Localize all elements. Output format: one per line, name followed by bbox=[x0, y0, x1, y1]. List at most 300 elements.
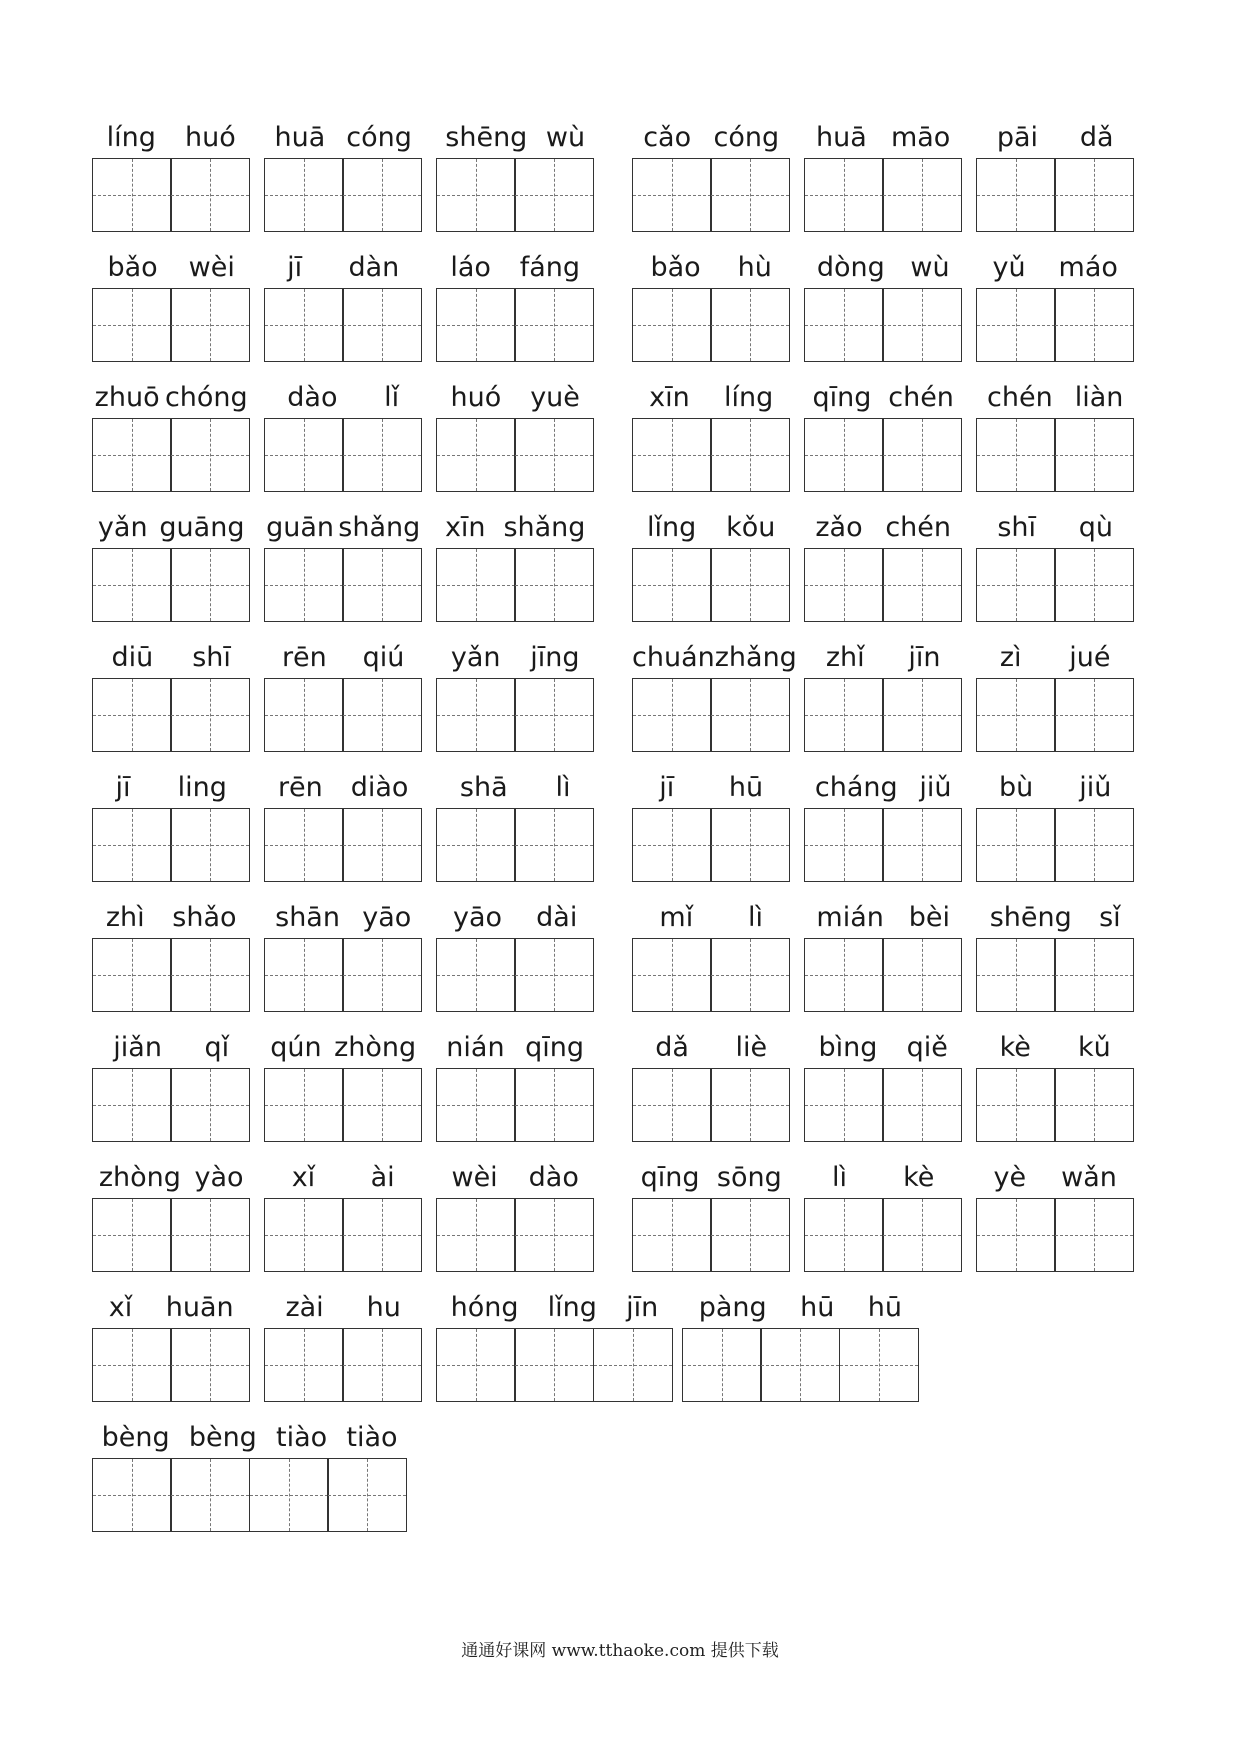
tian-grid-cell[interactable] bbox=[514, 418, 594, 492]
word-item bbox=[976, 378, 1134, 492]
pinyin-syllable: bèng bbox=[188, 1422, 257, 1453]
grid-guide-horizontal bbox=[515, 325, 593, 326]
tian-grid-cell[interactable] bbox=[976, 158, 1056, 232]
tian-grid-cell[interactable] bbox=[710, 158, 790, 232]
pinyin-syllable: liè bbox=[735, 1032, 768, 1063]
tian-grid-cell[interactable] bbox=[514, 158, 594, 232]
tian-grid-cell[interactable] bbox=[710, 548, 790, 622]
writing-boxes bbox=[92, 548, 250, 622]
tian-grid-cell[interactable] bbox=[92, 1458, 172, 1532]
tian-grid-cell[interactable] bbox=[760, 1328, 840, 1402]
tian-grid-cell[interactable] bbox=[632, 288, 712, 362]
pinyin-label bbox=[264, 898, 422, 938]
tian-grid-cell[interactable] bbox=[839, 1328, 919, 1402]
writing-boxes bbox=[804, 1198, 962, 1272]
pinyin-label bbox=[632, 638, 797, 678]
pinyin-syllable: dǎ bbox=[655, 1032, 689, 1063]
pinyin-label bbox=[92, 118, 250, 158]
tian-grid-cell[interactable] bbox=[170, 1328, 250, 1402]
tian-grid-cell[interactable] bbox=[1054, 938, 1134, 1012]
pinyin-syllable: zhuō bbox=[94, 382, 160, 413]
tian-grid-cell[interactable] bbox=[92, 938, 172, 1012]
pinyin-syllable: yāo bbox=[453, 902, 503, 933]
tian-grid-cell[interactable] bbox=[976, 1198, 1056, 1272]
word-item bbox=[92, 118, 250, 232]
word-item bbox=[264, 638, 422, 752]
grid-guide-horizontal bbox=[437, 455, 515, 456]
tian-grid-cell[interactable] bbox=[1054, 158, 1134, 232]
pinyin-syllable: xǐ bbox=[291, 1162, 316, 1193]
tian-grid-cell[interactable] bbox=[436, 1328, 516, 1402]
grid-guide-horizontal bbox=[515, 455, 593, 456]
grid-guide-horizontal bbox=[93, 975, 171, 976]
tian-grid-cell[interactable] bbox=[632, 158, 712, 232]
pinyin-syllable: pāi bbox=[996, 122, 1039, 153]
pinyin-label bbox=[976, 1158, 1134, 1198]
tian-grid-cell[interactable] bbox=[976, 938, 1056, 1012]
tian-grid-cell[interactable] bbox=[1054, 288, 1134, 362]
pinyin-syllable: hū bbox=[728, 772, 764, 803]
grid-guide-horizontal bbox=[343, 455, 421, 456]
pinyin-syllable: qún bbox=[270, 1032, 322, 1063]
tian-grid-cell[interactable] bbox=[170, 808, 250, 882]
grid-guide-horizontal bbox=[265, 585, 343, 586]
grid-guide-horizontal bbox=[883, 845, 961, 846]
pinyin-label bbox=[264, 118, 422, 158]
pinyin-syllable: shēng bbox=[989, 902, 1072, 933]
grid-guide-horizontal bbox=[711, 975, 789, 976]
tian-grid-cell[interactable] bbox=[976, 808, 1056, 882]
tian-grid-cell[interactable] bbox=[342, 938, 422, 1012]
tian-grid-cell[interactable] bbox=[710, 418, 790, 492]
pinyin-label bbox=[976, 508, 1134, 548]
word-item bbox=[264, 378, 422, 492]
writing-boxes bbox=[264, 1198, 422, 1272]
tian-grid-cell[interactable] bbox=[976, 548, 1056, 622]
tian-grid-cell[interactable] bbox=[342, 288, 422, 362]
grid-guide-horizontal bbox=[805, 975, 883, 976]
grid-guide-horizontal bbox=[93, 1495, 171, 1496]
tian-grid-cell[interactable] bbox=[170, 678, 250, 752]
tian-grid-cell[interactable] bbox=[682, 1328, 762, 1402]
grid-guide-horizontal bbox=[977, 585, 1055, 586]
grid-guide-horizontal bbox=[977, 845, 1055, 846]
tian-grid-cell[interactable] bbox=[882, 158, 962, 232]
tian-grid-cell[interactable] bbox=[436, 548, 516, 622]
pinyin-syllable: lì bbox=[832, 1162, 848, 1193]
pinyin-label bbox=[436, 1288, 673, 1328]
writing-boxes bbox=[436, 158, 594, 232]
word-item bbox=[632, 378, 790, 492]
pinyin-syllable: láo bbox=[450, 252, 491, 283]
writing-boxes bbox=[92, 1328, 250, 1402]
tian-grid-cell[interactable] bbox=[170, 1458, 250, 1532]
pinyin-label bbox=[436, 1158, 594, 1198]
tian-grid-cell[interactable] bbox=[264, 1068, 344, 1142]
pinyin-label bbox=[92, 1158, 250, 1198]
tian-grid-cell[interactable] bbox=[436, 158, 516, 232]
word-item bbox=[804, 1158, 962, 1272]
pinyin-syllable: líng bbox=[723, 382, 774, 413]
pinyin-label bbox=[264, 1158, 422, 1198]
word-item bbox=[632, 1028, 790, 1142]
tian-grid-cell[interactable] bbox=[342, 1328, 422, 1402]
pinyin-syllable: yǎn bbox=[450, 642, 501, 673]
word-item bbox=[264, 898, 422, 1012]
tian-grid-cell[interactable] bbox=[882, 1198, 962, 1272]
tian-grid-cell[interactable] bbox=[436, 678, 516, 752]
grid-guide-horizontal bbox=[633, 195, 711, 196]
pinyin-label bbox=[804, 248, 962, 288]
tian-grid-cell[interactable] bbox=[976, 678, 1056, 752]
pinyin-syllable: wù bbox=[545, 122, 586, 153]
writing-boxes bbox=[632, 808, 790, 882]
tian-grid-cell[interactable] bbox=[804, 158, 884, 232]
grid-guide-horizontal bbox=[171, 455, 249, 456]
grid-guide-horizontal bbox=[93, 1365, 171, 1366]
writing-boxes bbox=[436, 1198, 594, 1272]
word-item bbox=[976, 248, 1134, 362]
tian-grid-cell[interactable] bbox=[264, 158, 344, 232]
grid-guide-horizontal bbox=[343, 845, 421, 846]
pinyin-syllable: diū bbox=[111, 642, 154, 673]
pinyin-syllable: zhòng bbox=[98, 1162, 181, 1193]
pinyin-syllable: dàn bbox=[348, 252, 400, 283]
tian-grid-cell[interactable] bbox=[804, 678, 884, 752]
word-item bbox=[92, 638, 250, 752]
tian-grid-cell[interactable] bbox=[264, 418, 344, 492]
pinyin-label bbox=[804, 1158, 962, 1198]
tian-grid-cell[interactable] bbox=[710, 678, 790, 752]
pinyin-syllable: zì bbox=[999, 642, 1022, 673]
pinyin-syllable: dòng bbox=[816, 252, 885, 283]
grid-guide-horizontal bbox=[437, 1235, 515, 1236]
tian-grid-cell[interactable] bbox=[632, 678, 712, 752]
pinyin-label bbox=[632, 1158, 790, 1198]
grid-guide-horizontal bbox=[805, 1105, 883, 1106]
writing-boxes bbox=[436, 288, 594, 362]
pinyin-syllable: shī bbox=[192, 642, 231, 673]
tian-grid-cell[interactable] bbox=[514, 288, 594, 362]
pinyin-syllable: wèi bbox=[188, 252, 235, 283]
pinyin-syllable: xīn bbox=[444, 512, 486, 543]
tian-grid-cell[interactable] bbox=[514, 1198, 594, 1272]
grid-guide-horizontal bbox=[265, 1365, 343, 1366]
tian-grid-cell[interactable] bbox=[170, 288, 250, 362]
tian-grid-cell[interactable] bbox=[1054, 678, 1134, 752]
tian-grid-cell[interactable] bbox=[632, 548, 712, 622]
tian-grid-cell[interactable] bbox=[804, 808, 884, 882]
tian-grid-cell[interactable] bbox=[804, 938, 884, 1012]
pinyin-syllable: xǐ bbox=[108, 1292, 133, 1323]
tian-grid-cell[interactable] bbox=[92, 678, 172, 752]
tian-grid-cell[interactable] bbox=[264, 938, 344, 1012]
pinyin-syllable: sǐ bbox=[1099, 902, 1121, 933]
grid-guide-horizontal bbox=[1055, 975, 1133, 976]
grid-guide-horizontal bbox=[633, 585, 711, 586]
tian-grid-cell[interactable] bbox=[882, 808, 962, 882]
tian-grid-cell[interactable] bbox=[436, 288, 516, 362]
tian-grid-cell[interactable] bbox=[593, 1328, 673, 1402]
pinyin-label bbox=[804, 508, 962, 548]
tian-grid-cell[interactable] bbox=[170, 1068, 250, 1142]
pinyin-syllable: cóng bbox=[346, 122, 412, 153]
writing-boxes bbox=[632, 158, 790, 232]
footer-credit: 通通好课网 www.tthaoke.com 提供下载 bbox=[461, 1641, 779, 1661]
tian-grid-cell[interactable] bbox=[92, 1328, 172, 1402]
grid-guide-horizontal bbox=[805, 845, 883, 846]
pinyin-syllable: qīng bbox=[525, 1032, 585, 1063]
tian-grid-cell[interactable] bbox=[514, 1328, 594, 1402]
grid-guide-horizontal bbox=[250, 1495, 328, 1496]
word-item bbox=[632, 118, 790, 232]
pinyin-syllable: yǎn bbox=[97, 512, 148, 543]
pinyin-syllable: hū bbox=[800, 1292, 835, 1323]
word-item bbox=[804, 1028, 962, 1142]
pinyin-syllable: jī bbox=[115, 772, 131, 803]
pinyin-syllable: kǒu bbox=[726, 512, 776, 543]
tian-grid-cell[interactable] bbox=[632, 1068, 712, 1142]
tian-grid-cell[interactable] bbox=[1054, 808, 1134, 882]
pinyin-label bbox=[436, 638, 594, 678]
tian-grid-cell[interactable] bbox=[804, 1198, 884, 1272]
word-item bbox=[804, 378, 962, 492]
pinyin-syllable: jī bbox=[287, 252, 303, 283]
pinyin-syllable: nián bbox=[446, 1032, 505, 1063]
pinyin-syllable: yuè bbox=[530, 382, 580, 413]
pinyin-label bbox=[632, 118, 790, 158]
pinyin-syllable: hóng bbox=[450, 1292, 519, 1323]
tian-grid-cell[interactable] bbox=[342, 418, 422, 492]
word-item bbox=[804, 248, 962, 362]
tian-grid-cell[interactable] bbox=[514, 1068, 594, 1142]
tian-grid-cell[interactable] bbox=[342, 808, 422, 882]
writing-boxes bbox=[92, 288, 250, 362]
grid-guide-horizontal bbox=[711, 455, 789, 456]
tian-grid-cell[interactable] bbox=[882, 1068, 962, 1142]
tian-grid-cell[interactable] bbox=[710, 938, 790, 1012]
tian-grid-cell[interactable] bbox=[342, 1068, 422, 1142]
tian-grid-cell[interactable] bbox=[92, 548, 172, 622]
pinyin-syllable: māo bbox=[890, 122, 951, 153]
grid-guide-horizontal bbox=[977, 715, 1055, 716]
tian-grid-cell[interactable] bbox=[342, 678, 422, 752]
tian-grid-cell[interactable] bbox=[632, 808, 712, 882]
pinyin-syllable: shǎng bbox=[503, 512, 586, 543]
tian-grid-cell[interactable] bbox=[514, 548, 594, 622]
tian-grid-cell[interactable] bbox=[976, 418, 1056, 492]
grid-guide-horizontal bbox=[343, 1235, 421, 1236]
tian-grid-cell[interactable] bbox=[632, 938, 712, 1012]
pinyin-syllable: qiú bbox=[362, 642, 405, 673]
tian-grid-cell[interactable] bbox=[436, 1068, 516, 1142]
grid-guide-horizontal bbox=[711, 325, 789, 326]
writing-boxes bbox=[92, 1198, 250, 1272]
pinyin-syllable: qù bbox=[1078, 512, 1114, 543]
tian-grid-cell[interactable] bbox=[264, 808, 344, 882]
pinyin-syllable: chuán bbox=[632, 642, 715, 673]
tian-grid-cell[interactable] bbox=[976, 288, 1056, 362]
pinyin-label bbox=[264, 378, 422, 418]
pinyin-syllable: dào bbox=[287, 382, 338, 413]
pinyin-syllable: ài bbox=[370, 1162, 395, 1193]
word-item bbox=[976, 1028, 1134, 1142]
word-item bbox=[92, 1288, 250, 1402]
tian-grid-cell[interactable] bbox=[264, 678, 344, 752]
tian-grid-cell[interactable] bbox=[882, 548, 962, 622]
grid-guide-horizontal bbox=[711, 585, 789, 586]
tian-grid-cell[interactable] bbox=[264, 288, 344, 362]
tian-grid-cell[interactable] bbox=[342, 548, 422, 622]
writing-boxes bbox=[436, 808, 594, 882]
pinyin-label bbox=[264, 1288, 422, 1328]
pinyin-label bbox=[804, 1028, 962, 1068]
tian-grid-cell[interactable] bbox=[882, 938, 962, 1012]
writing-boxes bbox=[976, 158, 1134, 232]
tian-grid-cell[interactable] bbox=[514, 938, 594, 1012]
grid-guide-horizontal bbox=[633, 325, 711, 326]
word-item bbox=[682, 1288, 919, 1402]
tian-grid-cell[interactable] bbox=[436, 1198, 516, 1272]
tian-grid-cell[interactable] bbox=[1054, 1198, 1134, 1272]
tian-grid-cell[interactable] bbox=[804, 1068, 884, 1142]
tian-grid-cell[interactable] bbox=[514, 678, 594, 752]
word-item bbox=[804, 768, 962, 882]
tian-grid-cell[interactable] bbox=[514, 808, 594, 882]
tian-grid-cell[interactable] bbox=[92, 1198, 172, 1272]
tian-grid-cell[interactable] bbox=[264, 1328, 344, 1402]
writing-boxes bbox=[976, 808, 1134, 882]
tian-grid-cell[interactable] bbox=[804, 548, 884, 622]
writing-boxes bbox=[92, 158, 250, 232]
grid-guide-horizontal bbox=[437, 195, 515, 196]
tian-grid-cell[interactable] bbox=[882, 678, 962, 752]
tian-grid-cell[interactable] bbox=[170, 418, 250, 492]
writing-boxes bbox=[264, 158, 422, 232]
pinyin-syllable: kè bbox=[999, 1032, 1031, 1063]
tian-grid-cell[interactable] bbox=[342, 158, 422, 232]
grid-guide-horizontal bbox=[437, 715, 515, 716]
pinyin-syllable: bù bbox=[999, 772, 1034, 803]
tian-grid-cell[interactable] bbox=[264, 1198, 344, 1272]
writing-boxes bbox=[976, 678, 1134, 752]
pinyin-label bbox=[976, 248, 1134, 288]
pinyin-syllable: bǎo bbox=[107, 252, 158, 283]
tian-grid-cell[interactable] bbox=[710, 1198, 790, 1272]
pinyin-syllable: dào bbox=[528, 1162, 579, 1193]
tian-grid-cell[interactable] bbox=[710, 808, 790, 882]
pinyin-label bbox=[92, 898, 250, 938]
tian-grid-cell[interactable] bbox=[170, 548, 250, 622]
word-item bbox=[436, 1288, 673, 1402]
tian-grid-cell[interactable] bbox=[804, 288, 884, 362]
tian-grid-cell[interactable] bbox=[170, 1198, 250, 1272]
tian-grid-cell[interactable] bbox=[92, 158, 172, 232]
tian-grid-cell[interactable] bbox=[632, 418, 712, 492]
grid-guide-horizontal bbox=[93, 1235, 171, 1236]
tian-grid-cell[interactable] bbox=[710, 288, 790, 362]
word-item bbox=[92, 248, 250, 362]
tian-grid-cell[interactable] bbox=[170, 938, 250, 1012]
tian-grid-cell[interactable] bbox=[264, 548, 344, 622]
writing-boxes bbox=[976, 1068, 1134, 1142]
pinyin-syllable: yè bbox=[993, 1162, 1027, 1193]
grid-guide-horizontal bbox=[343, 195, 421, 196]
writing-boxes bbox=[264, 548, 422, 622]
pinyin-syllable: wù bbox=[910, 252, 950, 283]
tian-grid-cell[interactable] bbox=[882, 288, 962, 362]
pinyin-syllable: bèng bbox=[101, 1422, 170, 1453]
tian-grid-cell[interactable] bbox=[882, 418, 962, 492]
pinyin-label bbox=[264, 508, 422, 548]
tian-grid-cell[interactable] bbox=[1054, 548, 1134, 622]
grid-guide-horizontal bbox=[883, 715, 961, 716]
writing-boxes bbox=[804, 808, 962, 882]
word-item bbox=[92, 1158, 250, 1272]
writing-boxes bbox=[804, 548, 962, 622]
tian-grid-cell[interactable] bbox=[170, 158, 250, 232]
pinyin-syllable: hu bbox=[366, 1292, 401, 1323]
tian-grid-cell[interactable] bbox=[92, 288, 172, 362]
pinyin-label bbox=[264, 1028, 422, 1068]
grid-guide-horizontal bbox=[683, 1365, 761, 1366]
pinyin-label bbox=[804, 638, 962, 678]
tian-grid-cell[interactable] bbox=[436, 418, 516, 492]
tian-grid-cell[interactable] bbox=[249, 1458, 329, 1532]
grid-guide-horizontal bbox=[343, 975, 421, 976]
word-item bbox=[264, 1028, 422, 1142]
pinyin-label bbox=[92, 1418, 407, 1458]
pinyin-label bbox=[632, 768, 790, 808]
pinyin-label bbox=[436, 118, 594, 158]
tian-grid-cell[interactable] bbox=[1054, 418, 1134, 492]
writing-boxes bbox=[264, 808, 422, 882]
writing-boxes bbox=[632, 548, 790, 622]
grid-guide-horizontal bbox=[1055, 195, 1133, 196]
tian-grid-cell[interactable] bbox=[436, 808, 516, 882]
tian-grid-cell[interactable] bbox=[327, 1458, 407, 1532]
grid-guide-horizontal bbox=[883, 1105, 961, 1106]
pinyin-syllable: yǔ bbox=[992, 252, 1026, 283]
grid-guide-horizontal bbox=[594, 1365, 672, 1366]
grid-guide-horizontal bbox=[437, 845, 515, 846]
grid-guide-horizontal bbox=[343, 585, 421, 586]
tian-grid-cell[interactable] bbox=[632, 1198, 712, 1272]
grid-guide-horizontal bbox=[437, 325, 515, 326]
grid-guide-horizontal bbox=[977, 1105, 1055, 1106]
grid-guide-horizontal bbox=[328, 1495, 406, 1496]
tian-grid-cell[interactable] bbox=[804, 418, 884, 492]
pinyin-syllable: yāo bbox=[362, 902, 412, 933]
tian-grid-cell[interactable] bbox=[342, 1198, 422, 1272]
tian-grid-cell[interactable] bbox=[1054, 1068, 1134, 1142]
tian-grid-cell[interactable] bbox=[92, 808, 172, 882]
tian-grid-cell[interactable] bbox=[92, 1068, 172, 1142]
grid-guide-horizontal bbox=[171, 1365, 249, 1366]
pinyin-label bbox=[92, 248, 250, 288]
tian-grid-cell[interactable] bbox=[976, 1068, 1056, 1142]
grid-guide-horizontal bbox=[265, 975, 343, 976]
tian-grid-cell[interactable] bbox=[710, 1068, 790, 1142]
pinyin-syllable: zǎo bbox=[815, 512, 863, 543]
tian-grid-cell[interactable] bbox=[92, 418, 172, 492]
pinyin-syllable: hù bbox=[737, 252, 772, 283]
grid-guide-horizontal bbox=[171, 1105, 249, 1106]
writing-boxes bbox=[804, 938, 962, 1012]
writing-boxes bbox=[804, 288, 962, 362]
grid-guide-horizontal bbox=[977, 195, 1055, 196]
tian-grid-cell[interactable] bbox=[436, 938, 516, 1012]
